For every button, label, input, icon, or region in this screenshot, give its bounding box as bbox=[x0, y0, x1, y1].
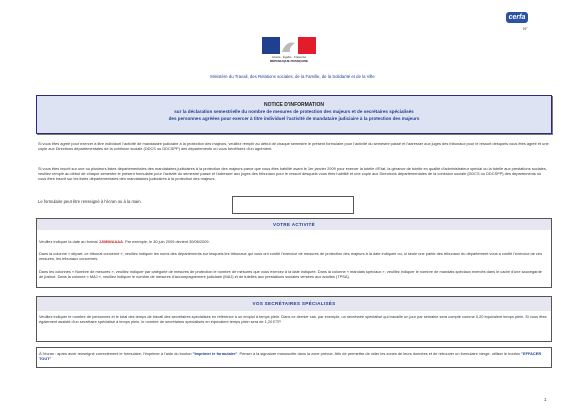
cerfa-number: N° bbox=[523, 26, 528, 31]
form-note: Le formulaire peut être renseigné à l'écran ou à la main. bbox=[38, 199, 142, 204]
form-input-box[interactable] bbox=[232, 196, 354, 214]
notice-subtitle-2: des personnes agréées pour exercer à titre individuel l'activité de mandataire judiciaire à la protection des majeurs bbox=[168, 116, 420, 121]
secretaries-section bbox=[36, 296, 552, 342]
intro-paragraph-2: Si vous êtes inscrit sur une ou plusieurs listes départementales des mandataires judiciaires à la protection des majeurs parce que vous êtes habilité avant le 1er janvier 2009 pour exercer la tutelle d'Etat, la gérance de tutelle en qualité d'administrateur spécial ou la tutelle aux prestations sociales, veuillez remplir au début de chaque semestre le présent formulaire pour l'activité du semestre passé et l'adresser aux juges des tribunaux pour le ressort desquels vous êtes habilité et une copie aux Directions départementales de la cohésion sociale (DDCS ou DDCSPP) des départements où vous êtes inscrit sur les listes départementales des mandataires judiciaires à la protection des majeurs. bbox=[38, 166, 547, 182]
print-button-label: "Imprimer le formulaire" bbox=[192, 351, 238, 356]
clear-button-label: "EFFACER TOUT" bbox=[39, 351, 542, 362]
column-1-instruction: Dans la colonne « départ. ce tribunal concerné », veuillez indiquer les noms des départements sur lesquels les tribunaux qui vous ont confié l'exercice de mesures de protection des majeurs à la date indiquée ou, si seule une partie des tribunaux du département vous a confié l'exercice de ces mesures, les tribunaux concernés. bbox=[39, 251, 543, 262]
activity-section bbox=[36, 218, 552, 288]
marianne-logo bbox=[262, 37, 316, 63]
republic-name: RÉPUBLIQUE FRANÇAISE bbox=[269, 59, 309, 63]
republic-motto: Liberté · Égalité · Fraternité bbox=[271, 55, 307, 59]
notice-title-box bbox=[36, 95, 552, 134]
activity-title: VOTRE ACTIVITÉ bbox=[37, 219, 551, 230]
cerfa-logo: cerfa bbox=[506, 12, 528, 23]
ministry-line: Ministère du Travail, des Relations sociales, de la Famille, de la Solidarité et de la Ville bbox=[210, 74, 375, 79]
intro-paragraph-1: Si vous êtes agréé pour exercer à titre individuel l'activité de mandataire judiciaire à la protection des majeurs, veuillez remplir au début de chaque semestre le présent formulaire pour l'activité du semestre passé et l'adresser aux juges des tribunaux pour le ressort desquels vous êtes agréé et une copie aux Directions départementales de la cohésion sociale (DDCS ou DDCSPP) des départements où vous bénéficiez d'un agrément. bbox=[38, 141, 549, 152]
date-format: JJ/MM/AAAA bbox=[98, 239, 123, 244]
secretaries-instruction: Veuillez indiquer le nombre de personnes et le total des temps de travail des secrétaires spécialisés en référence à un emploi à temps plein. Dans ce dernier cas, par exemple, un secrétaire spécialisé qui travaille un jour par semaine sera compté comme 0,20 équivalent temps plein. Si vous êtes également assisté d'un secrétaire spécialisé à temps plein, le nombre de secrétaires spécialisés en équivalent temps plein sera de 1,20 ETP. bbox=[39, 314, 547, 325]
notice-title: NOTICE D'INFORMATION bbox=[264, 102, 324, 108]
notice-subtitle-1: sur la déclaration semestrielle du nombre de mesures de protection des majeurs et de secrétaires spécialisés bbox=[174, 109, 414, 114]
date-instruction: Veuillez indiquer la date au format JJ/MM/AAAA. Par exemple, le 30 juin 2009 devient 30/06/2009. bbox=[39, 239, 210, 244]
screen-instructions-box bbox=[36, 347, 552, 368]
screen-instructions: À l'écran : après avoir renseigné correctement le formulaire, l'imprimer à l'aide du bouton "Imprimer le formulaire". Penser à la signature manuscrite dans la zone prévue. Afin de permettre de vider les zones de leurs données et de retrouver un formulaire vierge, utiliser le bouton "EFFACER TOUT" bbox=[39, 351, 542, 362]
column-2-instruction: Dans les colonnes « Nombre de mesures », veuillez indiquer par catégorie de mesures de protection le nombre de mesures que vous exercez à la date indiquée. Dans la colonne « mandats spéciaux », veuillez indiquer le nombre de mandats spéciaux exercés dans le cadre d'une sauvegarde de justice. Dans la colonne « MAJ », veuillez indiquer le nombre de mesures d'accompagnement judiciaire (MAJ) et de tutelles aux prestations sociales versées aux adultes (TPSA). bbox=[39, 269, 542, 280]
page-number: 1 bbox=[544, 397, 547, 402]
secretaries-title: VOS SECRÉTAIRES SPÉCIALISÉS bbox=[37, 297, 551, 311]
